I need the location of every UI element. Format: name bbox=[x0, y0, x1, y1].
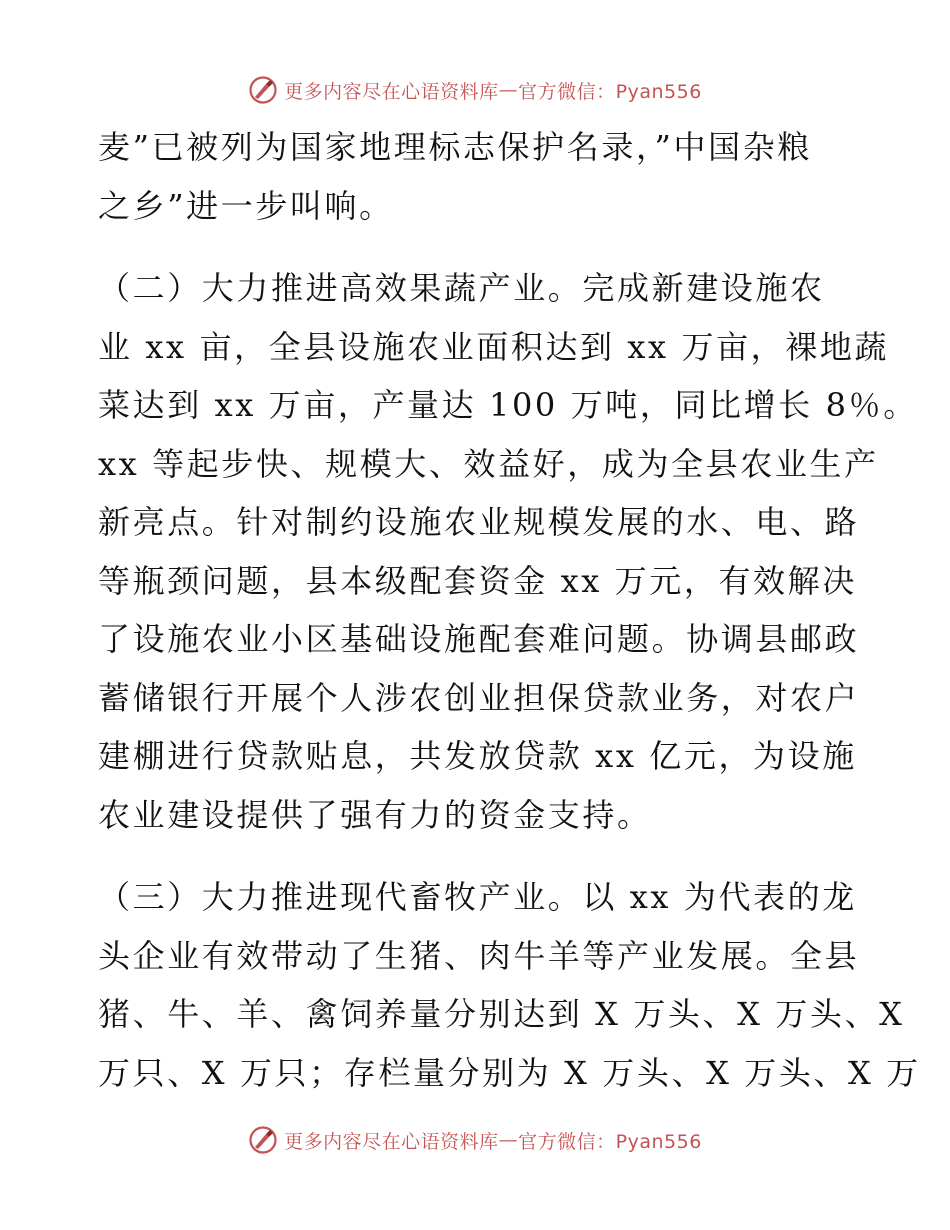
banner-main-text: 更多内容尽在心语资料库 bbox=[284, 80, 499, 103]
banner-wechat-text: 官方微信：Pyan556 bbox=[518, 80, 702, 103]
pen-logo-icon bbox=[248, 75, 278, 105]
text-line: 麦”已被列为国家地理标志保护名录，”中国杂粮 bbox=[98, 128, 812, 166]
text-line: 等瓶颈问题，县本级配套资金 xx 万元，有效解决 bbox=[98, 561, 857, 600]
text-line: （二）大力推进高效果蔬产业。完成新建设施农 bbox=[98, 269, 825, 307]
text-line: 蓄储银行开展个人涉农创业担保贷款业务，对农户 bbox=[98, 678, 860, 717]
text-line: 新亮点。针对制约设施农业规模发展的水、电、路 bbox=[98, 503, 860, 541]
document-body bbox=[98, 118, 921, 1102]
paragraph-livestock bbox=[98, 868, 921, 1102]
text-line: 万只、X 万只；存栏量分别为 X 万头、X 万头、X 万 bbox=[98, 1053, 921, 1092]
text-line: 农业建设提供了强有力的资金支持。 bbox=[98, 795, 652, 834]
text-line: 猪、牛、羊、禽饲养量分别达到 X 万头、X 万头、X bbox=[98, 995, 905, 1033]
banner-separator: — bbox=[498, 79, 519, 101]
text-line: 了设施农业小区基础设施配套难问题。协调县邮政 bbox=[98, 620, 860, 658]
banner-main-text: 更多内容尽在心语资料库 bbox=[284, 1130, 499, 1153]
paragraph-fruit-vegetable bbox=[98, 259, 918, 844]
footer-watermark bbox=[0, 1120, 950, 1160]
banner-separator: — bbox=[498, 1129, 519, 1151]
pen-logo-icon bbox=[248, 1125, 278, 1155]
text-line: xx 等起步快、规模大、效益好，成为全县农业生产 bbox=[98, 444, 879, 483]
text-line: 菜达到 xx 万亩，产量达 100 万吨，同比增长 8％。 bbox=[98, 386, 918, 424]
text-line: 头企业有效带动了生猪、肉牛羊等产业发展。全县 bbox=[98, 936, 860, 975]
text-line: 建棚进行贷款贴息，共发放贷款 xx 亿元，为设施 bbox=[98, 737, 857, 775]
banner-wechat-text: 官方微信：Pyan556 bbox=[518, 1130, 702, 1153]
paragraph-continuation bbox=[98, 118, 868, 235]
text-line: （三）大力推进现代畜牧产业。以 xx 为代表的龙 bbox=[98, 878, 857, 916]
text-line: 之乡”进一步叫响。 bbox=[98, 186, 394, 225]
header-watermark bbox=[0, 70, 950, 110]
text-line: 业 xx 亩，全县设施农业面积达到 xx 万亩，裸地蔬 bbox=[98, 327, 890, 366]
